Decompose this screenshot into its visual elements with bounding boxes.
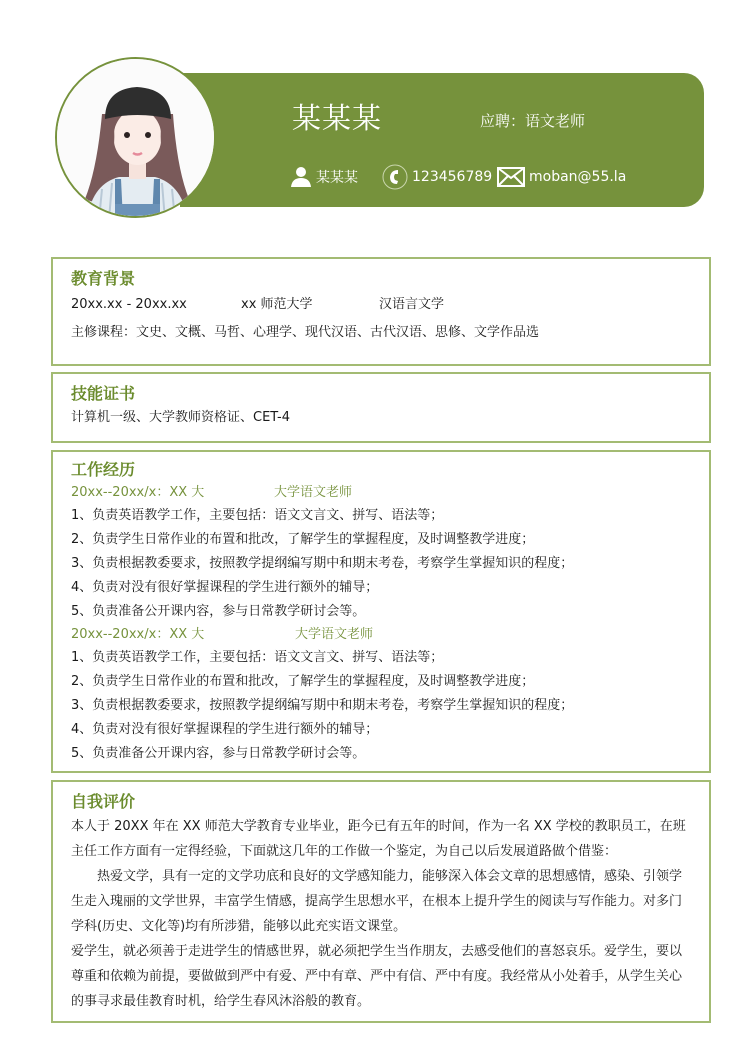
contact-phone [382, 164, 492, 190]
job-duty: 1、负责英语教学工作，主要包括：语文文言文、拼写、语法等； [71, 650, 444, 665]
job-duty: 3、负责根据教委要求，按照教学提纲编写期中和期末考卷，考察学生掌握知识的程度； [71, 556, 574, 571]
education-school: xx 师范大学 [241, 297, 313, 312]
contact-name-text: 某某某 [316, 170, 358, 186]
education-period: 20xx.xx - 20xx.xx [71, 297, 187, 312]
section-work [51, 450, 711, 773]
job-header [71, 624, 691, 646]
contact-phone-text: 123456789 [412, 169, 493, 185]
job-duty: 4、负责对没有很好掌握课程的学生进行额外的辅导； [71, 722, 379, 737]
job-period: 20xx--20xx/x：XX 大 [71, 627, 205, 642]
profile-photo [55, 57, 216, 218]
avatar-illustration-icon [57, 59, 216, 218]
person-icon [290, 166, 312, 188]
job-duty: 2、负责学生日常作业的布置和批改，了解学生的掌握程度，及时调整教学进度； [71, 674, 535, 689]
phone-icon [382, 164, 408, 190]
section-title: 教育背景 [71, 269, 136, 288]
section-self-evaluation [51, 780, 711, 1023]
apply-position: 应聘：语文老师 [480, 112, 586, 130]
education-courses: 主修课程：文史、文概、马哲、心理学、现代汉语、古代汉语、思修、文学作品选 [71, 325, 540, 340]
self-eval-paragraph: 本人于 20XX 年在 XX 师范大学教育专业毕业，距今已有五年的时间，作为一名 XX 学校的教职员工，在班主任工作方面有一定得经验，下面就这几年的工作做一个鉴定，为自己以后发展道路做个借鉴： [71, 819, 686, 859]
section-title: 工作经历 [71, 460, 136, 479]
job-duty: 1、负责英语教学工作，主要包括：语文文言文、拼写、语法等； [71, 508, 444, 523]
job-duty: 5、负责准备公开课内容，参与日常教学研讨会等。 [71, 604, 366, 619]
section-education [51, 257, 711, 366]
job-period: 20xx--20xx/x：XX 大 [71, 485, 205, 500]
job-duty: 3、负责根据教委要求，按照教学提纲编写期中和期末考卷，考察学生掌握知识的程度； [71, 698, 574, 713]
section-skills [51, 372, 711, 443]
section-title: 技能证书 [71, 384, 136, 403]
contact-email-text: moban@55.la [529, 169, 627, 185]
job-role: 大学语文老师 [274, 485, 353, 500]
section-title: 自我评价 [71, 792, 136, 811]
contact-name [290, 164, 358, 190]
job-duty: 2、负责学生日常作业的布置和批改，了解学生的掌握程度，及时调整教学进度； [71, 532, 535, 547]
education-row [71, 293, 691, 317]
skills-text: 计算机一级、大学教师资格证、CET-4 [71, 410, 291, 425]
job-duty: 4、负责对没有很好掌握课程的学生进行额外的辅导； [71, 580, 379, 595]
self-eval-paragraph: 爱学生，就必须善于走进学生的情感世界，就必须把学生当作朋友，去感受他们的喜怒哀乐。爱学生，要以尊重和依赖为前提，要做做到严中有爱、严中有章、严中有信、严中有度。我经常从小处着手，从学生关心的事寻求最佳教育时机，给学生春风沐浴般的教育。 [71, 944, 683, 1009]
job-header [71, 482, 691, 504]
job-role: 大学语文老师 [295, 627, 374, 642]
education-major: 汉语言文学 [379, 297, 445, 312]
job-duty: 5、负责准备公开课内容，参与日常教学研讨会等。 [71, 746, 366, 761]
self-eval-paragraph: 热爱文学，具有一定的文学功底和良好的文学感知能力，能够深入体会文章的思想感情，感染、引领学生走入瑰丽的文学世界，丰富学生情感，提高学生思想水平，在根本上提升学生的阅读与写作能力。对多门学科(历史、文化等)均有所涉猎，能够以此充实语文课堂。 [71, 869, 683, 934]
candidate-name: 某某某 [292, 101, 383, 135]
contact-email [497, 164, 626, 190]
mail-icon [497, 167, 525, 187]
